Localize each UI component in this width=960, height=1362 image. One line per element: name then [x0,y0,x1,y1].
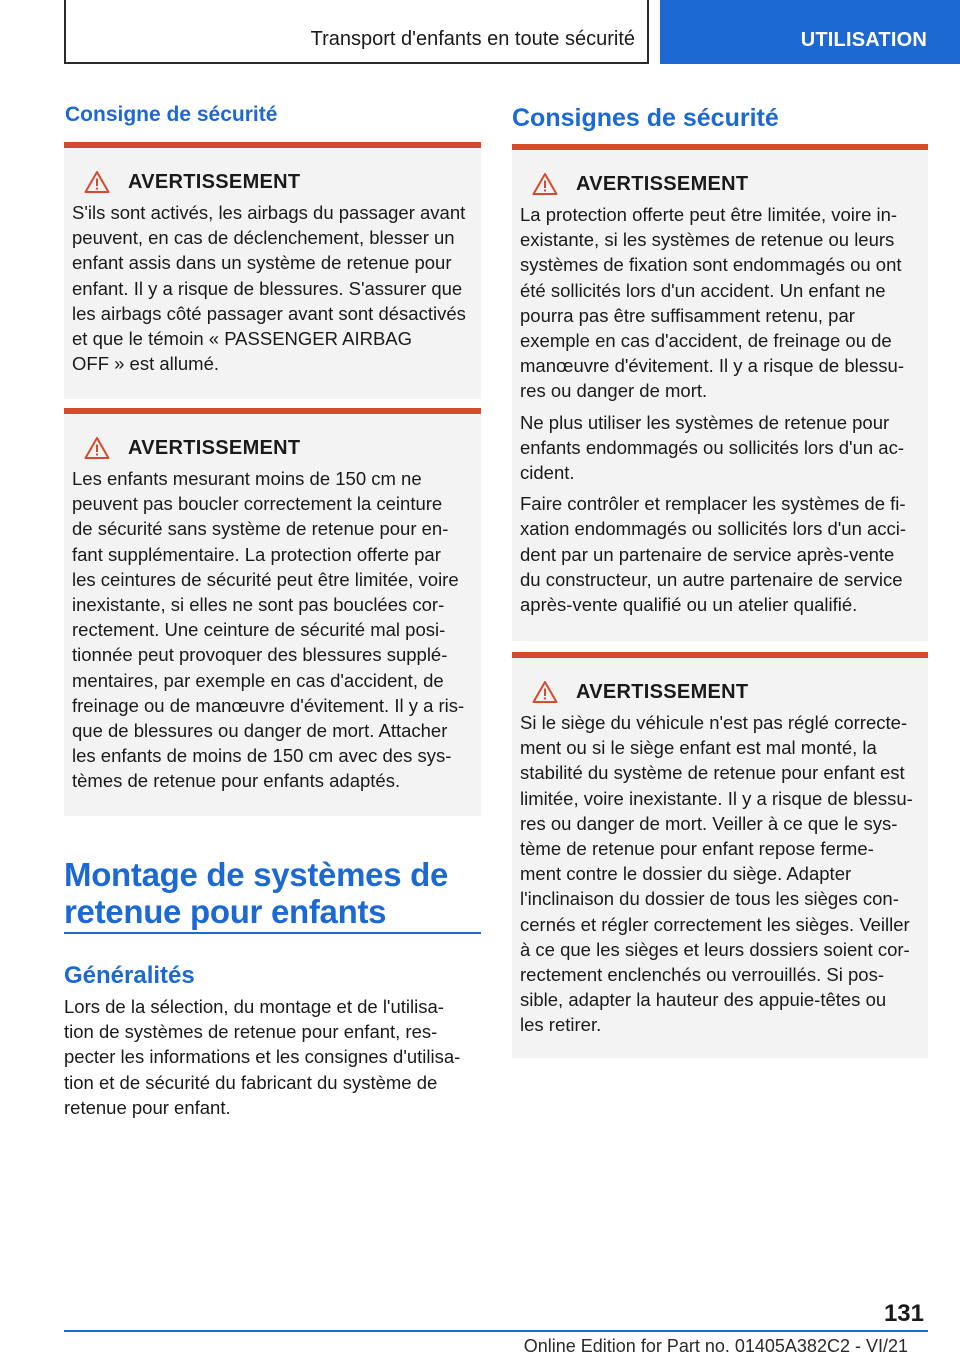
subheading: Généralités [64,962,195,989]
warning-title: AVERTISSEMENT [128,170,301,193]
warning-triangle-icon [532,172,558,196]
warning-header [520,678,920,706]
right-heading: Consignes de sécurité [512,104,779,132]
warning-text: S'ils sont activés, les airbags du passager avant peuvent, en cas de déclenchement, blesser un enfant assis dans un système de retenue pour enfant. Il y a risque de blessures. S'assurer que les airbags côté passager avant sont désactivés et que le témoin « PASSENGER AIRBAG OFF » est allumé. [72,202,466,375]
page-number: 131 [883,1300,924,1327]
footer-edition: Online Edition for Part no. 01405A382C2 - VI/21 [523,1336,908,1356]
warning-triangle-icon [84,436,110,460]
warning-triangle-icon [532,680,558,704]
header-section-box [64,0,649,64]
warning-triangle-icon [84,170,110,194]
footer-divider [64,1330,928,1332]
warning-header [72,434,473,462]
warning-box [512,144,928,641]
warning-title: AVERTISSEMENT [576,172,749,195]
header-section-title: Transport d'enfants en toute sécurité [310,28,635,50]
warning-box [512,652,928,1058]
warning-box [64,408,481,816]
warning-title: AVERTISSEMENT [128,436,301,459]
warning-header [72,168,473,196]
body-paragraph: Lors de la sélection, du montage et de l'utilisa- tion de systèmes de retenue pour enfant, res- pecter les informations et les consignes d'utilisa- tion et de sécurité du fabricant du système de retenue pour enfant. [64,996,461,1118]
warning-paragraph: Faire contrôler et remplacer les systèmes de fi- xation endommagés ou sollicités lors d'un acci- dent par un partenaire de service après-vente du constructeur, un autre partenaire de service après-vente qualifié ou un atelier qualifié. [520,493,907,616]
header-chapter-tab-label: UTILISATION [800,29,927,51]
header-chapter-tab[interactable] [660,0,960,64]
warning-text: Si le siège du véhicule n'est pas réglé correcte- ment ou si le siège enfant est mal monté, la stabilité du système de retenue pour enfant est limitée, voire inexistante. Il y a risque de blessu- res ou danger de mort. Veiller à ce que le sys- tème de retenue pour enfant repose ferme- ment contre le dossier du siège. Adapter l'inclinaison du dossier de tous les sièges con- cernés et régler correctement les sièges. Veiller à ce que les sièges et leurs dossiers soient cor- rectement enclenchés ou verrouillés. Si pos- sible, adapter la hauteur des appuie-têtes ou les retirer. [520,712,913,1036]
warning-paragraph: Ne plus utiliser les systèmes de retenue pour enfants endommagés ou sollicités lors d'un ac- cident. [520,411,905,484]
left-heading: Consigne de sécurité [65,103,278,126]
warning-header [520,170,920,198]
warning-box [64,142,481,399]
warning-text: Les enfants mesurant moins de 150 cm ne peuvent pas boucler correctement la ceinture de sécurité sans système de retenue pour en- fant supplémentaire. La protection offerte par les ceintures de sécurité peut être limitée, voire inexistante, si elles ne sont pas bouclées cor- rectement. Une ceinture de sécurité mal posi- tionnée peut provoquer des blessures supplé- mentaires, par exemple en cas d'accident, de freinage ou de manœuvre d'évitement. Il y a ris- que de blessures ou danger de mort. Attacher les enfants de moins de 150 cm avec des sys- tèmes de retenue pour enfants adaptés. [72,468,465,792]
section-divider [64,932,481,934]
warning-title: AVERTISSEMENT [576,680,749,703]
warning-paragraph: La protection offerte peut être limitée, voire in- existante, si les systèmes de retenue ou leurs systèmes de fixation sont endommagés ou ont été sollicités lors d'un accident. Un enfant ne pourra pas être suffisamment retenu, par exemple en cas d'accident, de freinage ou de manœuvre d'évitement. Il y a risque de blessu- res ou danger de mort. [520,204,904,402]
section-title: Montage de systèmes de retenue pour enfants [64,856,449,930]
